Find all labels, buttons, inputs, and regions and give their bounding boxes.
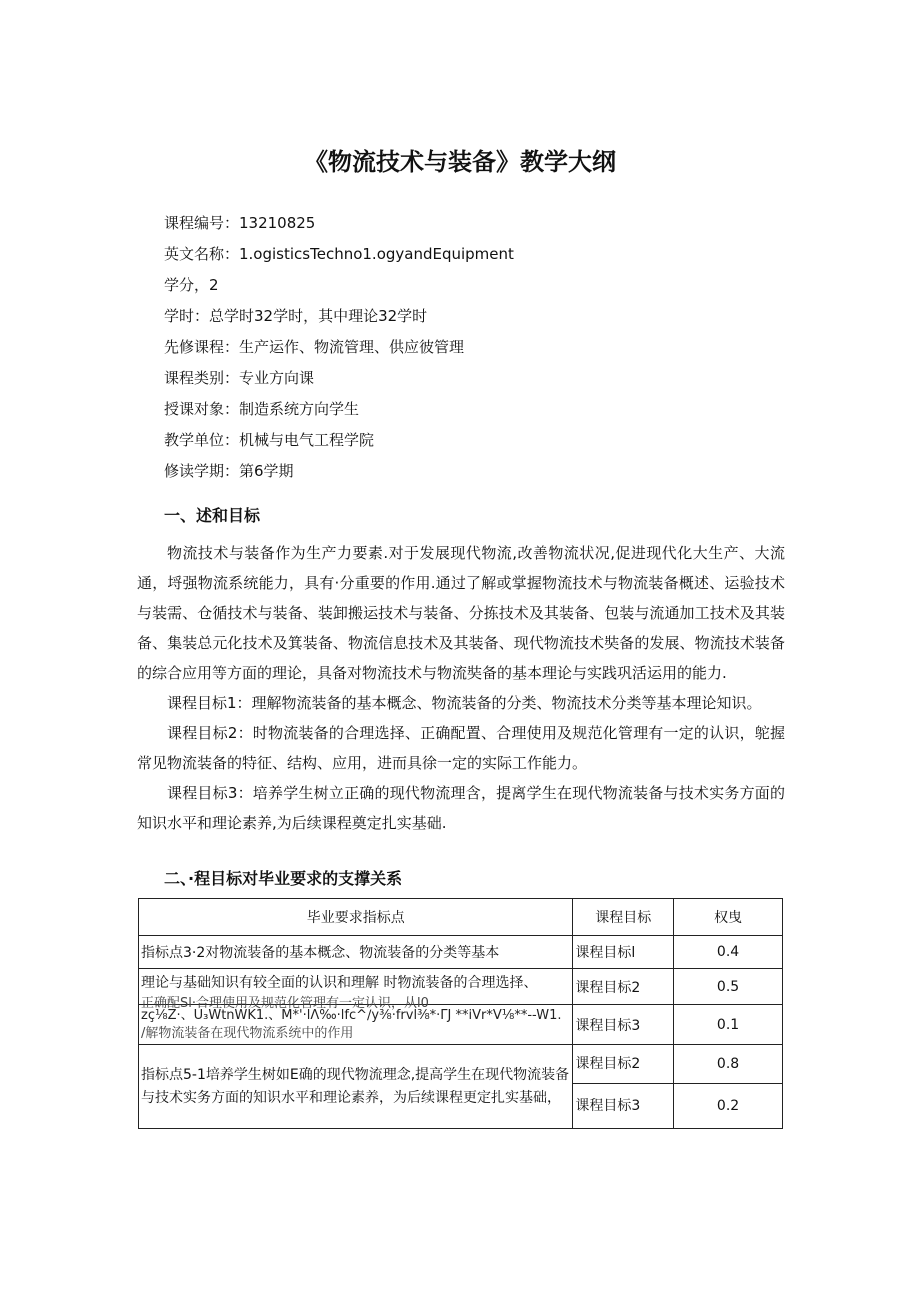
table-row <box>139 1005 783 1045</box>
credits: 学分，2 <box>164 276 219 294</box>
course-goal-1: 课程目标1：理解物流装备的基本概念、物流装备的分类、物流技术分类等基本理论知识。 <box>167 694 762 712</box>
weight-subcell: 0.2 <box>716 1098 740 1114</box>
weight-cell: 0.1 <box>674 1005 783 1045</box>
teaching-unit: 教学单位：机械与电气工程学院 <box>164 431 375 449</box>
goal-cell: 课程目标l <box>573 936 674 969</box>
goal-cell <box>573 1045 674 1129</box>
table-row <box>139 1045 783 1129</box>
indicator-text-cut: /解物流装备在现代物流系统中的作用 <box>141 1025 354 1041</box>
indicator-text: 理论与基础知识有较全面的认识和理解 时物流装备的合理选择、 <box>141 974 538 991</box>
target-students: 授课对象：制造系统方向学生 <box>164 400 360 418</box>
weight-cell: 0.4 <box>674 936 783 969</box>
support-matrix-table <box>138 898 783 1129</box>
prerequisites: 先修课程：生产运作、物流管理、供应彼管理 <box>164 338 465 356</box>
indicator-cell: 指标点3·2对物流装备的基本概念、物流装备的分类等基本 <box>139 936 573 969</box>
semester: 修读学期：第6学期 <box>164 462 294 480</box>
indicator-text: zç⅛Z·、U₃WtnWK1.、M*'·lΛ‰·lfc^∕y⅜·frvl⅜*·ΓJ **iVr*V⅛**--W1. <box>141 1007 562 1023</box>
course-code: 课程编号：13210825 <box>164 214 316 232</box>
goal-subcell: 课程目标2 <box>573 1045 673 1084</box>
overview-paragraph: 物流技术与装备作为生产力要素.对于发展现代物流,改善物流状况,促进现代化大生产、大流通，埒强物流系统能力，具有·分重要的作用.通过了解或掌握物流技术与物流装备概述、运验技术与装需、仓循技术与装备、装卸搬运技术与装备、分拣技术及其装备、包装与流通加工技术及其装备、集装总元化技术及箕装备、物流信息技术及其装备、现代物流技术奘备的发展、物流技术装备的综合应用等方面的理论，具备对物流技术与物流奘备的基本理论与实践巩活运用的能力. <box>137 544 785 682</box>
english-name: 英文名称：1.ogisticsTechno1.ogyandEquipment <box>164 245 514 263</box>
header-weight: 权曳 <box>674 899 783 936</box>
course-meta <box>164 209 784 488</box>
class-hours: 学时：总学时32学时，其中理论32学时 <box>164 307 428 325</box>
goal-cell: 课程目标3 <box>573 1005 674 1045</box>
header-goal: 课程目标 <box>573 899 674 936</box>
weight-cell: 0.5 <box>674 969 783 1005</box>
weight-cell <box>674 1045 783 1129</box>
header-indicator: 毕业要求指标点 <box>139 899 573 936</box>
course-goal-2: 课程目标2：时物流装备的合理选择、正确配置、合理使用及规范化管理有一定的认识，鸵握常见物流装备的特征、结构、应用，进而具徐一定的实际工作能力。 <box>137 724 785 772</box>
weight-subcell: 0.8 <box>674 1045 782 1084</box>
indicator-cell <box>139 1005 573 1045</box>
table-header-row <box>139 899 783 936</box>
table-row <box>139 969 783 1005</box>
table-row <box>139 936 783 969</box>
section2-heading: 二、·程目标对毕业要求的支撑关系 <box>164 869 403 888</box>
indicator-cell <box>139 969 573 1011</box>
indicator-cell: 指标点5-1培养学生树如E确的现代物流理念,提高学生在现代物流装备与技术实务方面的知识水平和理论素养，为后续课程更定扎实基础， <box>139 1045 573 1129</box>
document-title: 《物流技术与装备》教学大纲 <box>304 148 616 176</box>
indicator-text-cut: 正确配Sl·合理使用及规范化管理有一定认识，从l0 <box>141 995 429 1011</box>
course-category: 课程类别：专业方向课 <box>164 369 315 387</box>
goal-subcell: 课程目标3 <box>575 1098 641 1114</box>
section1-heading: 一、述和目标 <box>164 506 261 525</box>
course-goal-3: 课程目标3：培养学生树立正确的现代物流理含，提离学生在现代物流装备与技术实务方面的知识水平和理论素养,为后续课程奠定扎实基础. <box>137 784 785 832</box>
section1-body <box>137 538 785 838</box>
goal-cell: 课程目标2 <box>573 969 674 1005</box>
